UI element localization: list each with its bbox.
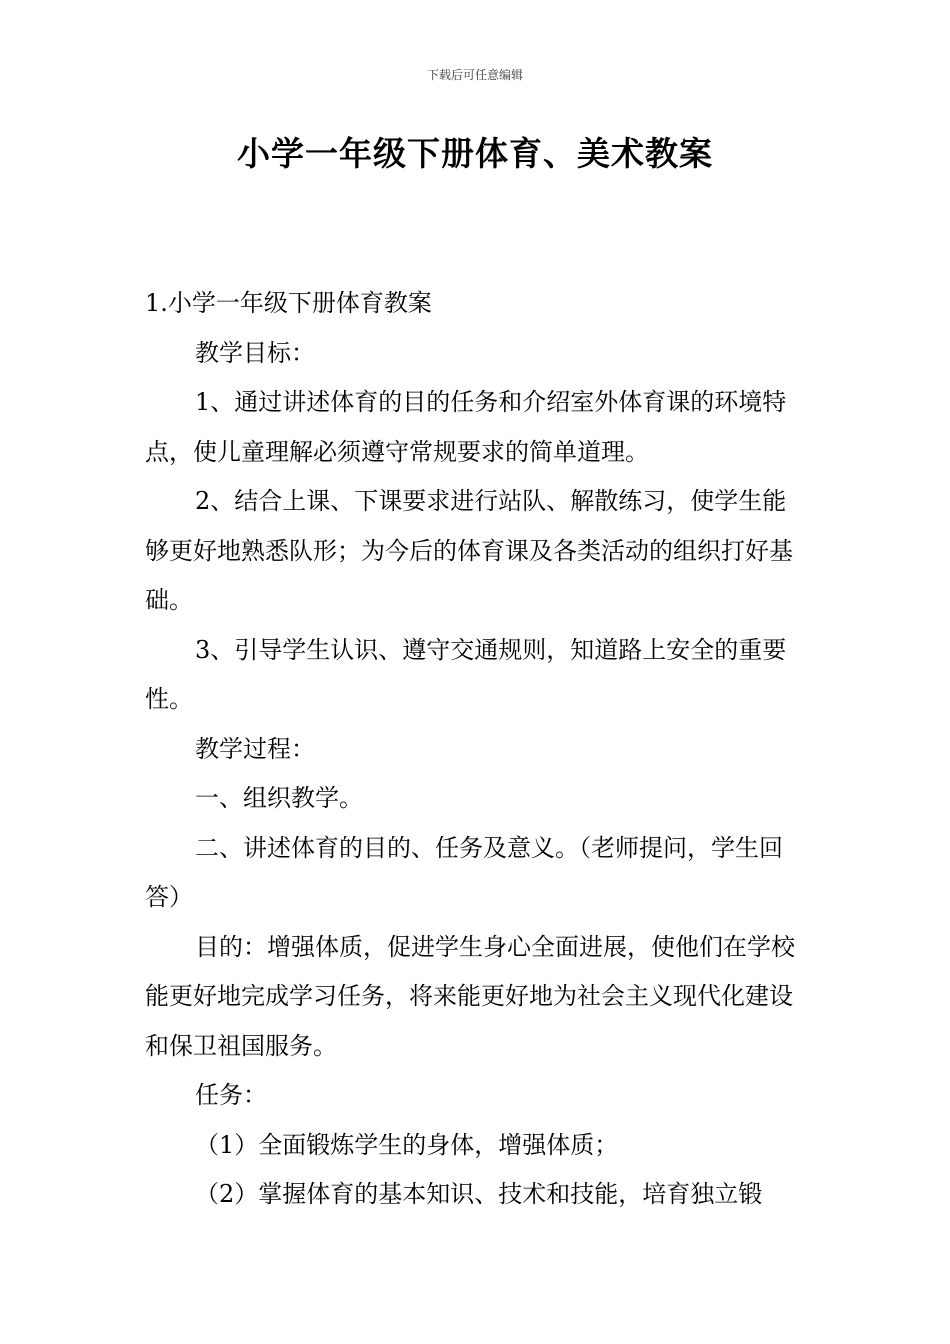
paragraph-objectives-label: 教学目标： [195,338,315,367]
paragraph-step-2: 二、讲述体育的目的、任务及意义。（老师提问，学生回答） [145,833,783,911]
paragraph-objective-1: 1、通过讲述体育的目的任务和介绍室外体育课的环境特点，使儿童理解必须遵守常规要求的简单道理。 [145,388,787,466]
document-body [145,279,810,1220]
paragraph-process-label: 教学过程： [195,734,315,763]
section-heading: 1.小学一年级下册体育教案 [145,289,432,317]
header-note: 下载后可任意编辑 [426,68,523,82]
page-title: 小学一年级下册体育、美术教案 [237,134,713,173]
paragraph-tasks-label: 任务： [195,1081,267,1109]
paragraph-task-2: （2）掌握体育的基本知识、技术和技能，培育独立锻 [195,1180,763,1208]
paragraph-objective-2: 2、结合上课、下课要求进行站队、解散练习，使学生能够更好地熟悉队形；为今后的体育课及各类活动的组织打好基础。 [145,487,793,614]
paragraph-step-1: 一、组织教学。 [195,784,363,812]
paragraph-objective-3: 3、引导学生认识、遵守交通规则，知道路上安全的重要性。 [145,635,787,713]
paragraph-purpose: 目的：增强体质，促进学生身心全面进展，使他们在学校能更好地完成学习任务，将来能更好地为社会主义现代化建设和保卫祖国服务。 [145,932,795,1060]
paragraph-task-1: （1）全面锻炼学生的身体，增强体质； [195,1130,619,1159]
